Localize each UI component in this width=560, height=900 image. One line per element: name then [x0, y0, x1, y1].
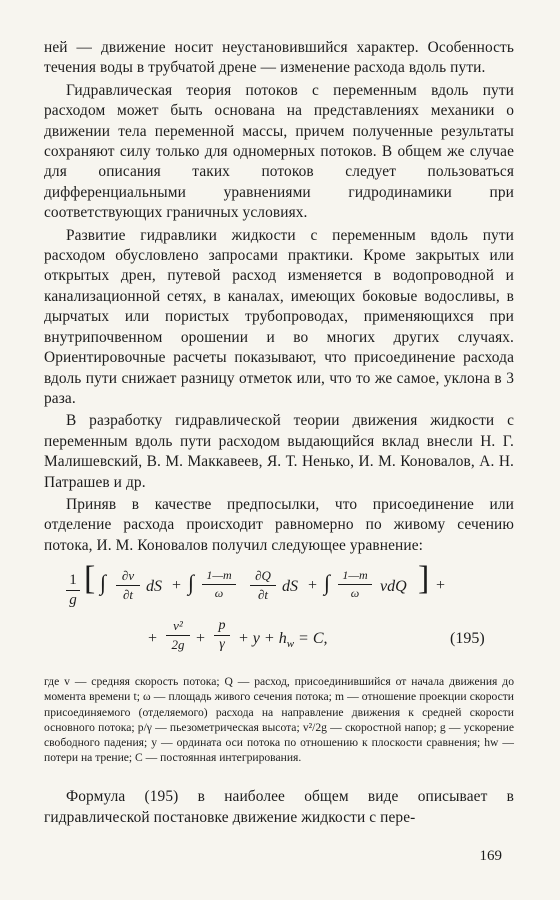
equation-195 — [44, 560, 514, 674]
paragraph-continuation: ней — движение носит неустановившийся характер. Особенность течения воды в трубчатой дрене — изменение расхода вдоль пути. — [44, 39, 514, 77]
denominator: ω — [350, 586, 360, 601]
term-vdQ: vdQ — [380, 578, 407, 596]
fraction-one-minus-m-over-omega-2 — [338, 568, 372, 601]
integral-sign: ∫ — [100, 570, 107, 596]
terms-y-h: + y + h — [238, 630, 287, 648]
plus-sign: + — [308, 577, 318, 595]
paragraph-development: Развитие гидравлики жидкости с переменным вдоль пути расходом обусловлено запросами практики. Кроме закрытых или открытых дрен, путевой расход изменяется в водопроводной и канализационной сетях, в каналах, имеющих боковые водосливы, в дырчатых или пористых трубопроводах, применяющихся при внутрипочвенном орошении и во многих других случаях. Ориентировочные расчеты показывают, что присоединение расхода вдоль пути снижает разницу отметок или, что то же самое, уклона в 3 раза. — [44, 226, 514, 407]
paragraph-formula-description: Формула (195) в наиболее общем виде описывает в гидравлической постановке движение жидкости с пере- — [44, 788, 514, 826]
denominator: γ — [219, 637, 225, 653]
fraction-pressure-head — [214, 618, 230, 653]
integral-sign: ∫ — [324, 570, 331, 596]
fraction-dv-dt — [116, 568, 140, 603]
plus-sign: + — [436, 577, 446, 595]
equals-C: = C, — [298, 630, 328, 648]
integral-sign: ∫ — [188, 570, 195, 596]
paragraph-theory: Гидравлическая теория потоков с переменным вдоль пути расходом может быть основана на представлениях механики о движении тела переменной массы, причем полученные результаты сохраняют силу только для одномерных потоков. В общем же случае для описания таких потоков следует пользоваться дифференциальными уравнениями гидродинамики при соответствующих граничных условиях. — [44, 81, 514, 222]
term-dS: dS — [282, 578, 298, 596]
paragraph-contributors: В разработку гидравлической теории движения жидкости с переменным вдоль пути расходом выдающийся вклад внесли Н. Г. Малишевский, В. М. Маккавеев, Я. Т. Ненько, И. М. Коновалов, А. Н. Патрашев и др. — [44, 412, 514, 491]
page-number: 169 — [479, 848, 502, 864]
bracket-close: ] — [418, 560, 430, 598]
subscript-w: w — [286, 638, 295, 651]
equation-tail — [238, 630, 328, 650]
page-text — [44, 38, 514, 828]
denominator: ω — [214, 586, 224, 601]
numerator: 1 — [69, 572, 77, 589]
denominator: 2g — [171, 637, 185, 653]
bracket-open: [ — [84, 560, 96, 598]
paragraph-premise: Приняв в качестве предпосылки, что присоединение или отделение расхода происходит равномерно по живому сечению потока, И. М. Коновалов получил следующее уравнение: — [44, 495, 514, 554]
plus-sign: + — [196, 630, 206, 648]
numerator: 1—m — [342, 568, 368, 583]
plus-sign: + — [172, 577, 182, 595]
numerator: v² — [173, 618, 183, 634]
fraction-dQ-dt — [250, 568, 276, 603]
numerator: 1—m — [206, 568, 232, 583]
equation-number: (195) — [450, 630, 485, 648]
term-dS: dS — [146, 578, 162, 596]
denominator: ∂t — [257, 587, 269, 603]
numerator: p — [218, 618, 226, 634]
denominator: ∂t — [122, 587, 134, 603]
fraction-one-minus-m-over-omega — [202, 568, 236, 601]
variable-legend: где v — средняя скорость потока; Q — расход, присоединившийся от начала движения до момента времени t; ω — площадь живого сечения потока; m — отношение проекции скорости присоединяемого (отделяемого) расхода на направление движения к средней скорости основного потока; p/γ — пьезометрическая высота; v²/2g — скоростной напор; g — ускорение свободного падения; y — ордината оси потока по отношению к плоскости сравнения; hw — потери на трение; C — постоянная интегрирования. — [44, 675, 514, 765]
plus-sign: + — [148, 630, 158, 648]
fraction-velocity-head — [166, 618, 190, 653]
numerator: ∂v — [121, 568, 135, 584]
denominator: g — [69, 592, 77, 609]
fraction-one-over-g — [66, 572, 80, 609]
numerator: ∂Q — [255, 568, 271, 584]
